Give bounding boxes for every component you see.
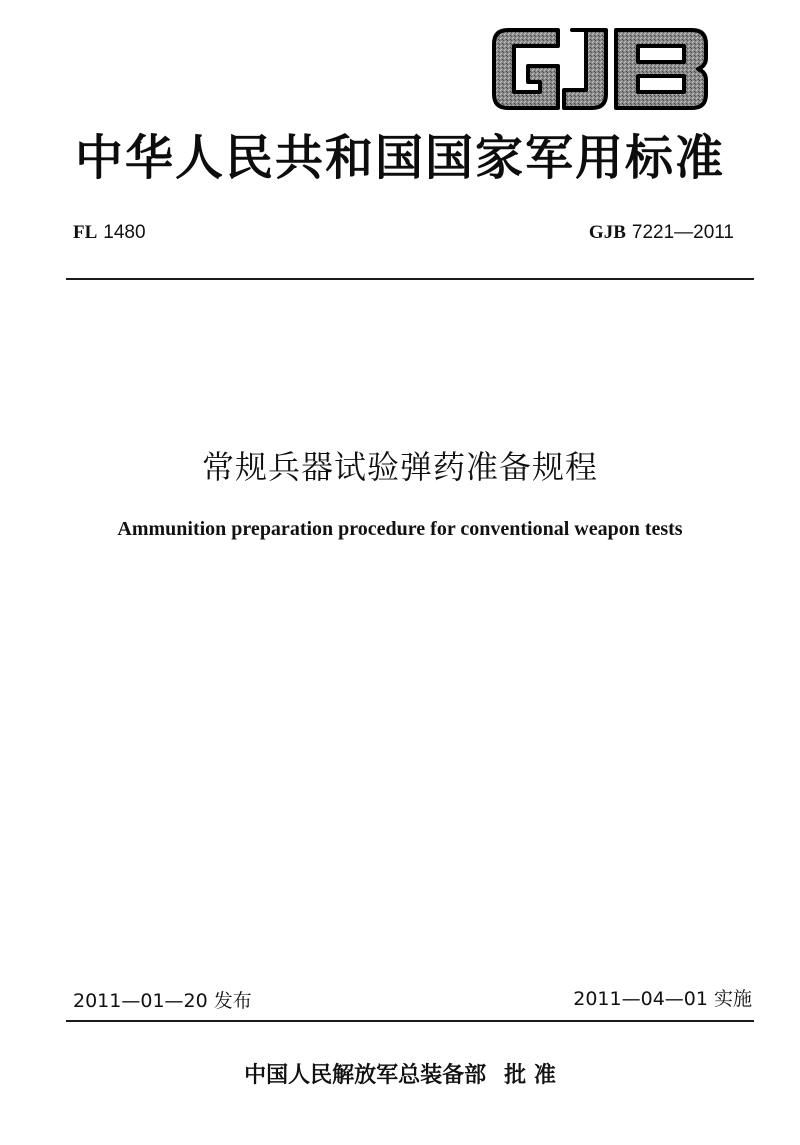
document-title-chinese: 常规兵器试验弹药准备规程 <box>201 448 598 486</box>
standard-code-prefix: GJB <box>588 222 626 243</box>
classification-number: 1480 <box>103 222 146 243</box>
classification-prefix: FL <box>73 222 98 243</box>
approver-line <box>0 1058 800 1089</box>
footer-divider <box>66 1020 754 1022</box>
national-standard-title: 中华人民共和国国家军用标准 <box>74 130 725 186</box>
standard-code <box>589 222 734 244</box>
issue-date: 2011—01—20 发布 <box>73 990 252 1012</box>
classification-code <box>73 222 146 244</box>
implementation-date: 2011—04—01 实施 <box>573 988 752 1010</box>
approving-authority: 中国人民解放军总装备部 <box>244 1063 487 1088</box>
approval-label: 批 准 <box>504 1063 556 1088</box>
gjb-logo <box>488 22 714 116</box>
standard-code-number: 7221—2011 <box>631 222 734 243</box>
header-divider <box>66 278 754 280</box>
document-title-english: Ammunition preparation procedure for conventional weapon tests <box>117 518 683 540</box>
